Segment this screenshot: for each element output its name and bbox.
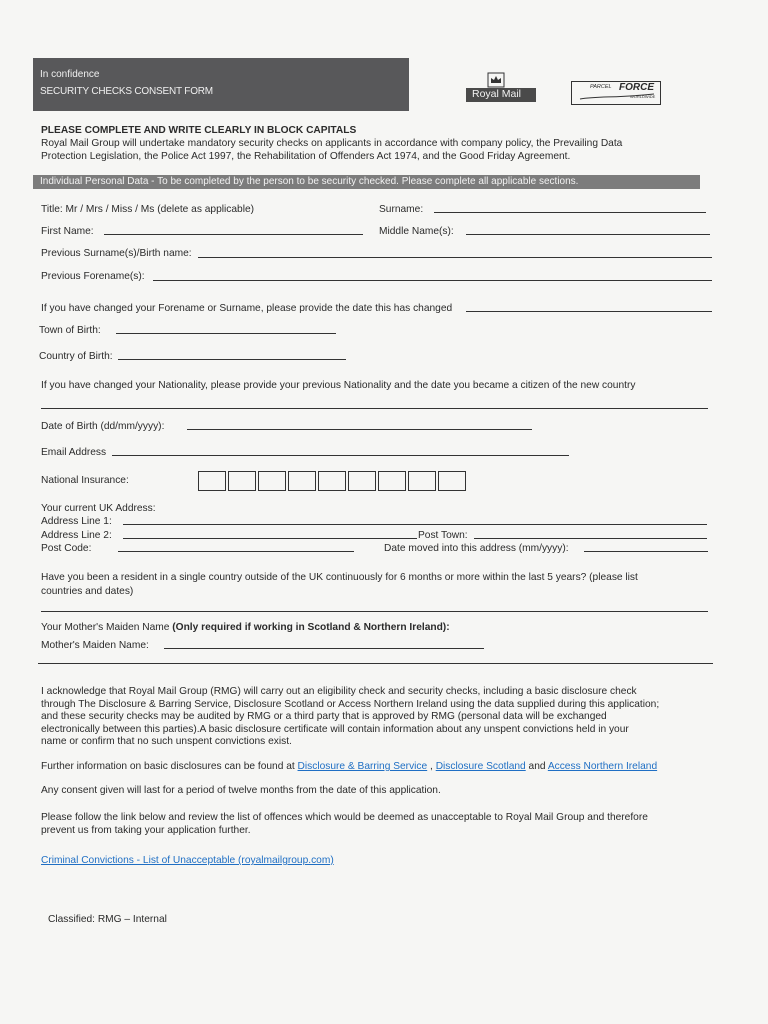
maiden-name-intro-text: Your Mother's Maiden Name: [41, 622, 173, 633]
block-capitals-heading: PLEASE COMPLETE AND WRITE CLEARLY IN BLOCK CAPITALS: [41, 125, 357, 136]
parcelforce-logo-sub: WORLDWIDE: [630, 94, 656, 99]
royal-mail-logo-text: Royal Mail: [472, 88, 522, 100]
follow-link-line-1: Please follow the link below and review the list of offences which would be deemed as unacceptable to Royal Mail Group and therefore: [41, 812, 648, 823]
previous-surname-field[interactable]: [198, 257, 712, 258]
consent-line-3: and these security checks may be audited by RMG or a third party that is approved by RMG (personal data will be exchanged: [41, 711, 607, 722]
resident-answer-field[interactable]: [41, 611, 708, 612]
post-code-field[interactable]: [118, 551, 354, 552]
post-code-label: Post Code:: [41, 543, 92, 554]
town-of-birth-field[interactable]: [116, 333, 336, 334]
classification-label: Classified: RMG – Internal: [48, 914, 167, 925]
name-change-date-label: If you have changed your Forename or Surname, please provide the date this has changed: [41, 303, 453, 314]
surname-field[interactable]: [434, 212, 706, 213]
dbs-link[interactable]: Disclosure & Barring Service: [297, 761, 428, 772]
confidential-label: In confidence: [40, 69, 100, 80]
follow-link-line-2: prevent us from taking your application further.: [41, 825, 251, 836]
country-of-birth-field[interactable]: [118, 359, 346, 360]
ni-box-8[interactable]: [408, 471, 436, 491]
surname-label: Surname:: [379, 204, 424, 215]
further-info-and: and: [525, 761, 548, 772]
previous-forename-label: Previous Forename(s):: [41, 271, 145, 282]
title-label: Title: Mr / Mrs / Miss / Ms (delete as applicable): [41, 204, 255, 215]
ni-box-2[interactable]: [228, 471, 256, 491]
first-name-label: First Name:: [41, 226, 94, 237]
maiden-name-field[interactable]: [164, 648, 484, 649]
maiden-name-intro: [41, 622, 450, 633]
middle-names-label: Middle Name(s):: [379, 226, 454, 237]
date-of-birth-field[interactable]: [187, 429, 532, 430]
parcelforce-logo-big: FORCE: [619, 82, 654, 93]
ni-box-7[interactable]: [378, 471, 406, 491]
address-line-2-label: Address Line 2:: [41, 530, 112, 541]
email-field[interactable]: [112, 455, 569, 456]
consent-paragraph: [41, 686, 659, 749]
email-label: Email Address: [41, 447, 107, 458]
royal-mail-logo: [466, 72, 536, 102]
middle-names-field[interactable]: [466, 234, 710, 235]
criminal-convictions-link[interactable]: Criminal Convictions - List of Unacceptable (royalmailgroup.com): [41, 855, 334, 866]
country-of-birth-label: Country of Birth:: [39, 351, 113, 362]
consent-line-2: through The Disclosure & Barring Service, Disclosure Scotland or Access Northern Ireland using the data supplied during this application;: [41, 698, 660, 710]
parcelforce-logo-small: PARCEL: [590, 84, 612, 90]
personal-data-section-text: Individual Personal Data - To be completed by the person to be security checked. Please complete all applicable sections.: [40, 176, 579, 187]
date-moved-label: Date moved into this address (mm/yyyy):: [384, 543, 569, 554]
maiden-name-divider: [38, 663, 713, 664]
resident-question-line-2: countries and dates): [41, 586, 134, 597]
disclosure-scotland-link[interactable]: Disclosure Scotland: [435, 761, 526, 772]
resident-question-line-1: Have you been a resident in a single country outside of the UK continuously for 6 months or more within the last 5 years? (please list: [41, 572, 638, 583]
address-line-1-label: Address Line 1:: [41, 516, 112, 527]
ni-box-9[interactable]: [438, 471, 466, 491]
further-info-text: Further information on basic disclosures can be found at: [41, 761, 298, 772]
nationality-change-label: If you have changed your Nationality, please provide your previous Nationality and the date you became a citizen of the new country: [41, 380, 636, 391]
town-of-birth-label: Town of Birth:: [39, 325, 101, 336]
ni-box-6[interactable]: [348, 471, 376, 491]
parcelforce-logo: [571, 81, 661, 105]
ni-box-5[interactable]: [318, 471, 346, 491]
previous-surname-label: Previous Surname(s)/Birth name:: [41, 248, 192, 259]
consent-line-4: electronically between this parties).A basic disclosure certificate will contain information about any unspent convictions held in your: [41, 723, 629, 735]
consent-validity: Any consent given will last for a period of twelve months from the date of this application.: [41, 785, 441, 796]
address-line-1-field[interactable]: [123, 524, 707, 525]
ni-box-3[interactable]: [258, 471, 286, 491]
consent-line-5: name or confirm that no such unspent convictions exist.: [41, 736, 292, 747]
ni-box-1[interactable]: [198, 471, 226, 491]
national-insurance-label: National Insurance:: [41, 475, 129, 486]
address-line-2-field[interactable]: [123, 538, 417, 539]
access-ni-link[interactable]: Access Northern Ireland: [547, 761, 658, 772]
intro-line-1: Royal Mail Group will undertake mandatory security checks on applicants in accordance with company policy, the Prevailing Data: [41, 138, 623, 149]
post-town-label: Post Town:: [418, 530, 468, 541]
further-info-line: [41, 761, 657, 772]
nationality-change-field[interactable]: [41, 408, 708, 409]
date-moved-field[interactable]: [584, 551, 708, 552]
previous-forename-field[interactable]: [153, 280, 712, 281]
maiden-name-label: Mother's Maiden Name:: [41, 640, 149, 651]
consent-line-1: I acknowledge that Royal Mail Group (RMG) will carry out an eligibility check and security checks, including a basic disclosure check: [41, 686, 637, 697]
intro-line-2: Protection Legislation, the Police Act 1997, the Rehabilitation of Offenders Act 1974, and the Good Friday Agreement.: [41, 151, 571, 162]
form-header: [33, 58, 409, 111]
date-of-birth-label: Date of Birth (dd/mm/yyyy):: [41, 421, 165, 432]
further-info-comma: ,: [427, 761, 436, 772]
form-title: SECURITY CHECKS CONSENT FORM: [40, 86, 213, 97]
post-town-field[interactable]: [474, 538, 707, 539]
current-address-label: Your current UK Address:: [41, 503, 156, 514]
maiden-name-intro-note: (Only required if working in Scotland & Northern Ireland):: [172, 622, 450, 633]
name-change-date-field[interactable]: [466, 311, 712, 312]
personal-data-section-header: [33, 175, 700, 189]
first-name-field[interactable]: [104, 234, 363, 235]
ni-box-4[interactable]: [288, 471, 316, 491]
